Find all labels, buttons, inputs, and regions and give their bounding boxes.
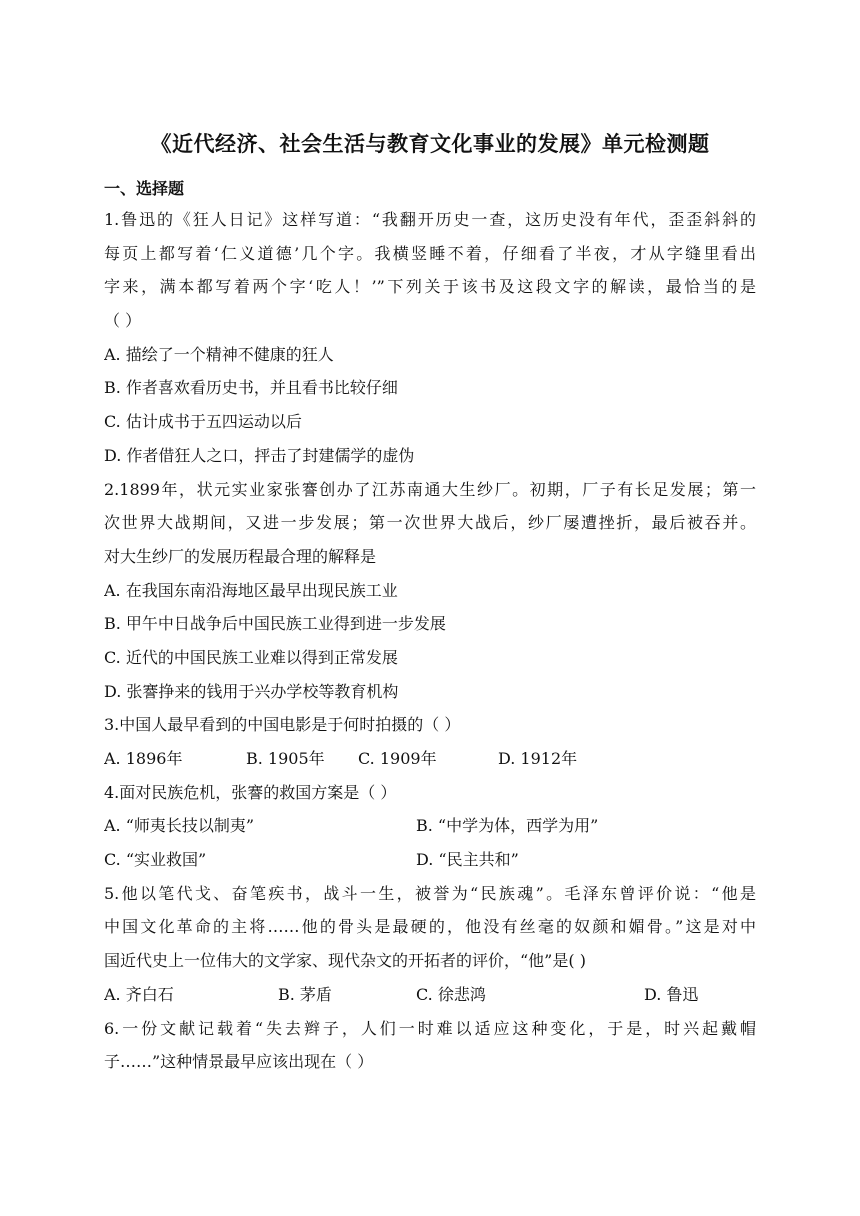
- answer-option[interactable]: B. 甲午中日战争后中国民族工业得到进一步发展: [104, 614, 446, 634]
- answer-option[interactable]: C. 1909年: [358, 749, 437, 768]
- question-1: [104, 203, 756, 473]
- answer-option[interactable]: A. “师夷长技以制夷”: [104, 816, 255, 836]
- question-2: [104, 473, 756, 709]
- answer-option[interactable]: C. 近代的中国民族工业难以得到正常发展: [104, 647, 398, 667]
- question-stem-line: 6.一份文献记载着“失去辫子，人们一时难以适应这种变化，于是，时兴起戴帽: [104, 1018, 756, 1038]
- section-heading: 一、选择题: [104, 179, 185, 198]
- answer-option[interactable]: D. “民主共和”: [416, 850, 519, 870]
- question-stem-line: 3.中国人最早看到的中国电影是于何时拍摄的（ ）: [104, 715, 461, 735]
- question-stem-line: （ ）: [104, 311, 142, 331]
- answer-option[interactable]: C. 徐悲鸿: [416, 984, 486, 1004]
- question-4: [104, 776, 756, 877]
- answer-option[interactable]: B. “中学为体，西学为用”: [416, 816, 599, 836]
- question-stem-line: 国近代史上一位伟大的文学家、现代杂文的开拓者的评价，“他”是( ): [104, 951, 586, 971]
- question-stem-line: 1.鲁迅的《狂人日记》这样写道：“我翻开历史一查，这历史没有年代，歪歪斜斜的: [104, 210, 756, 229]
- answer-option[interactable]: B. 1905年: [246, 749, 325, 768]
- answer-option[interactable]: A. 齐白石: [104, 984, 174, 1004]
- question-stem-line: 每页上都写着‘仁义道德’几个字。我横竖睡不着，仔细看了半夜，才从字缝里看出: [104, 243, 756, 263]
- answer-option-row: [104, 978, 756, 1012]
- answer-option[interactable]: D. 张謇挣来的钱用于兴办学校等教育机构: [104, 681, 399, 701]
- document-title: 《近代经济、社会生活与教育文化事业的发展》单元检测题: [150, 132, 710, 156]
- question-6: [104, 1012, 756, 1079]
- answer-option-row: [104, 742, 756, 776]
- answer-option[interactable]: B. 茅盾: [278, 984, 332, 1004]
- answer-option[interactable]: C. 估计成书于五四运动以后: [104, 412, 302, 432]
- question-stem-line: 中国文化革命的主将……他的骨头是最硬的，他没有丝毫的奴颜和媚骨。”这是对中: [104, 917, 756, 937]
- question-list: [104, 203, 756, 1079]
- question-stem-line: 2.1899年，状元实业家张謇创办了江苏南通大生纱厂。初期，厂子有长足发展；第一: [104, 479, 756, 499]
- answer-option[interactable]: D. 鲁迅: [644, 984, 699, 1004]
- answer-option[interactable]: A. 描绘了一个精神不健康的狂人: [104, 344, 334, 364]
- question-stem-line: 字来，满本都写着两个字‘吃人！’”下列关于该书及这段文字的解读，最恰当的是: [104, 277, 756, 297]
- answer-option-row: [104, 809, 756, 843]
- answer-option[interactable]: A. 在我国东南沿海地区最早出现民族工业: [104, 580, 398, 600]
- question-stem-line: 次世界大战期间，又进一步发展；第一次世界大战后，纱厂屡遭挫折，最后被吞并。: [104, 513, 756, 533]
- question-stem-line: 4.面对民族危机，张謇的救国方案是（ ）: [104, 782, 397, 802]
- question-stem-line: 5.他以笔代戈、奋笔疾书，战斗一生，被誉为“民族魂”。毛泽东曾评价说：“他是: [104, 883, 756, 903]
- answer-option[interactable]: B. 作者喜欢看历史书，并且看书比较仔细: [104, 378, 398, 398]
- question-stem-line: 子……”这种情景最早应该出现在（ ）: [104, 1052, 374, 1072]
- question-3: [104, 708, 756, 775]
- question-5: [104, 877, 756, 1012]
- answer-option-row: [104, 843, 756, 877]
- answer-option[interactable]: C. “实业救国”: [104, 850, 207, 870]
- question-stem-line: 对大生纱厂的发展历程最合理的解释是: [104, 546, 377, 566]
- answer-option[interactable]: D. 1912年: [498, 749, 578, 768]
- answer-option[interactable]: A. 1896年: [104, 749, 183, 768]
- answer-option[interactable]: D. 作者借狂人之口，抨击了封建儒学的虚伪: [104, 445, 415, 465]
